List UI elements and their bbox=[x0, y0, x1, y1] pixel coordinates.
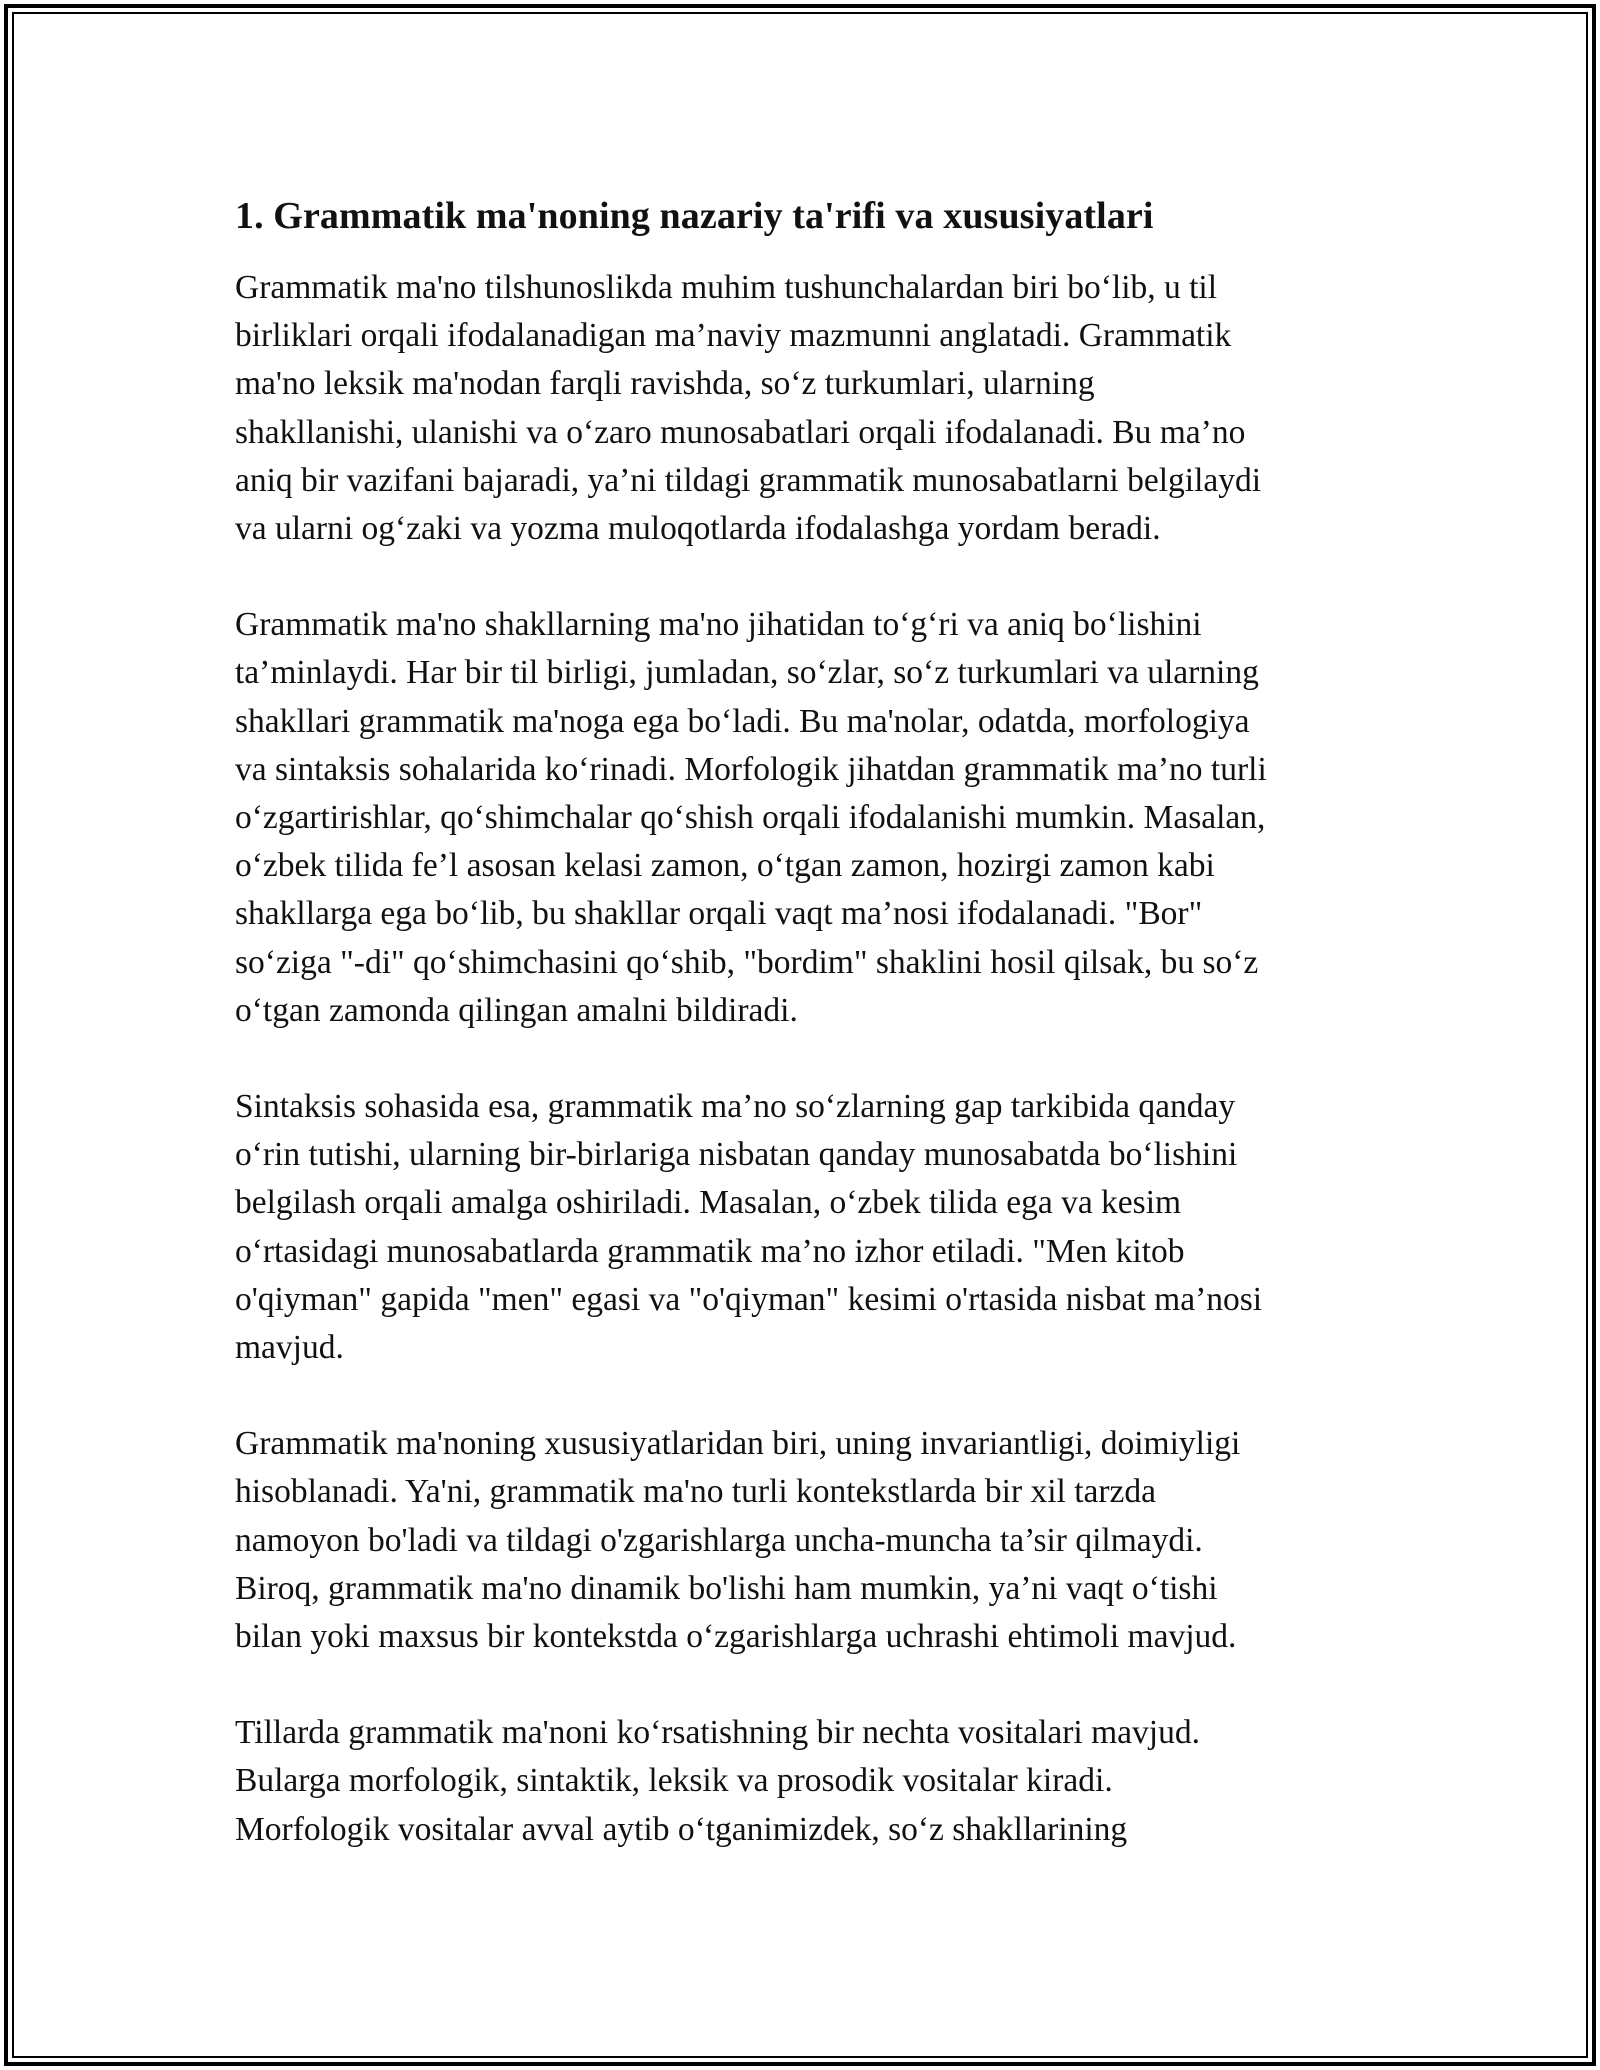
paragraph-2: Grammatik ma'no shakllarning ma'no jihatidan to‘g‘ri va aniq bo‘lishini ta’minlaydi. Har bir til birligi, jumladan, so‘zlar, so‘z turkumlari va ularning shakllari grammatik ma'noga ega bo‘ladi. Bu ma'nolar, odatda, morfologiya va sintaksis sohalarida ko‘rinadi. Morfologik jihatdan grammatik ma’no turli o‘zgartirishlar, qo‘shimchalar qo‘shish orqali ifodalanishi mumkin. Masalan, o‘zbek tilida fe’l asosan kelasi zamon, o‘tgan zamon, hozirgi zamon kabi shakllarga ega bo‘lib, bu shakllar orqali vaqt ma’nosi ifodalanadi. "Bor" so‘ziga "-di" qo‘shimchasini qo‘shib, "bordim" shaklini hosil qilsak, bu so‘z o‘tgan zamonda qilingan amalni bildiradi. bbox=[235, 606, 1267, 1029]
paragraph-1: Grammatik ma'no tilshunoslikda muhim tushunchalardan biri bo‘lib, u til birliklari orqali ifodalanadigan ma’naviy mazmunni anglatadi. Grammatik ma'no leksik ma'nodan farqli ravishda, so‘z turkumlari, ularning shakllanishi, ulanishi va o‘zaro munosabatlari orqali ifodalanadi. Bu ma’no aniq bir vazifani bajaradi, ya’ni tildagi grammatik munosabatlarni belgilaydi va ularni og‘zaki va yozma muloqotlarda ifodalashga yordam beradi. bbox=[235, 269, 1262, 548]
paragraph-3: Sintaksis sohasida esa, grammatik ma’no so‘zlarning gap tarkibida qanday o‘rin tutishi, ularning bir-birlariga nisbatan qanday munosabatda bo‘lishini belgilash orqali amalga oshiriladi. Masalan, o‘zbek tilida ega va kesim o‘rtasidagi munosabatlarda grammatik ma’no izhor etiladi. "Men kitob o'qiyman" gapida "men" egasi va "o'qiyman" kesimi o'rtasida nisbat ma’nosi mavjud. bbox=[235, 1088, 1263, 1367]
paragraph-4: Grammatik ma'noning xususiyatlaridan biri, uning invariantligi, doimiyligi hisoblanadi. Ya'ni, grammatik ma'no turli kontekstlarda bir xil tarzda namoyon bo'ladi va tildagi o'zgarishlarga uncha-muncha ta’sir qilmaydi. Biroq, grammatik ma'no dinamik bo'lishi ham mumkin, ya’ni vaqt o‘tishi bilan yoki maxsus bir kontekstda o‘zgarishlarga uchrashi ehtimoli mavjud. bbox=[235, 1425, 1241, 1656]
section-heading: 1. Grammatik ma'noning nazariy ta'rifi va xususiyatlari bbox=[235, 195, 1154, 237]
document-body bbox=[235, 190, 1385, 1902]
paragraph-5: Tillarda grammatik ma'noni ko‘rsatishning bir nechta vositalari mavjud. Bularga morfologik, sintaktik, leksik va prosodik vositalar kiradi. Morfologik vositalar avval aytib o‘tganimizdek, so‘z shakllarining bbox=[235, 1714, 1200, 1848]
